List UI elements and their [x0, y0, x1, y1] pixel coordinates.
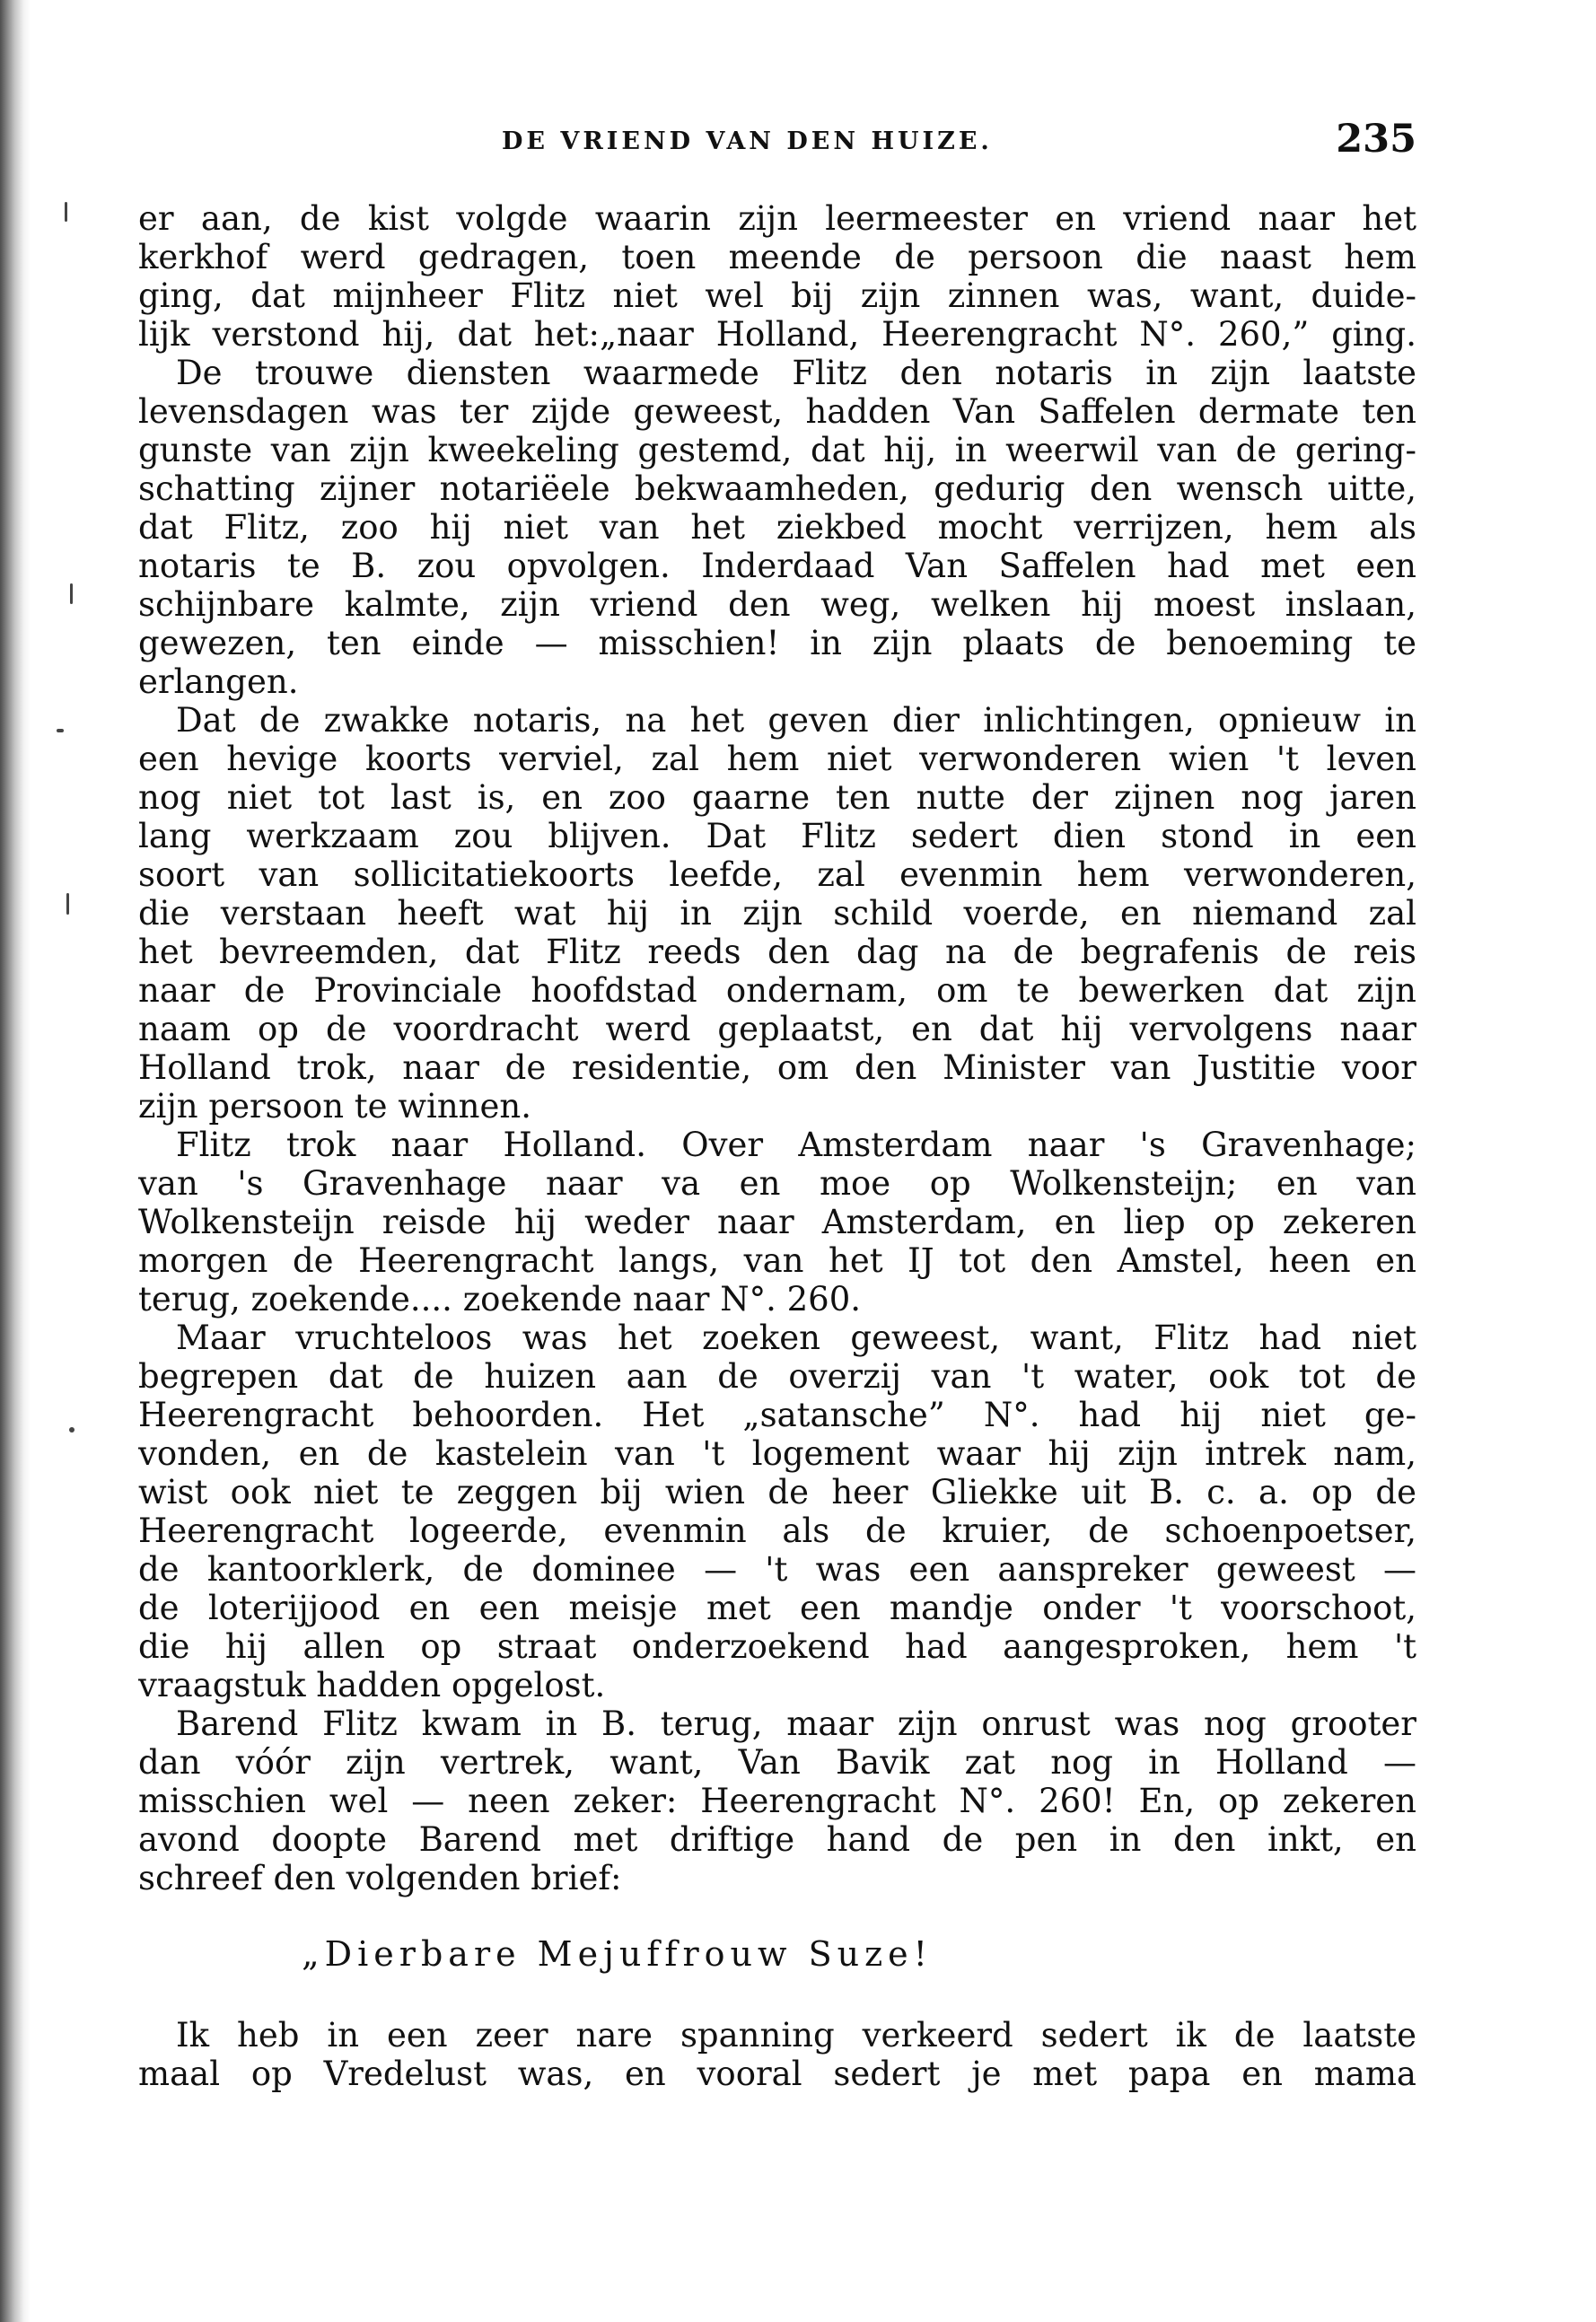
running-title: DE VRIEND VAN DEN HUIZE. — [502, 127, 993, 155]
paragraph — [138, 1319, 1416, 1704]
text-line: de kantoorklerk, de dominee — 't was een aanspreker geweest — — [138, 1550, 1416, 1589]
text-line: misschien wel — neen zeker: Heerengracht N°. 260! En, op zekeren — [138, 1782, 1416, 1820]
text-line: Maar vruchteloos was het zoeken geweest, want, Flitz had niet — [176, 1319, 1416, 1357]
text-line: vraagstuk hadden opgelost. — [138, 1666, 606, 1704]
paragraph — [138, 199, 1416, 354]
margin-mark — [57, 729, 64, 732]
text-line: De trouwe diensten waarmede Flitz den notaris in zijn laatste — [176, 354, 1416, 392]
text-line: dan vóór zijn vertrek, want, Van Bavik zat nog in Holland — — [138, 1743, 1416, 1782]
margin-mark — [70, 583, 73, 604]
text-line: vonden, en de kastelein van 't logement waar hij zijn intrek nam, — [138, 1434, 1416, 1473]
letter-paragraph — [138, 2016, 1416, 2093]
section-spacer — [138, 1978, 1416, 2016]
text-line: gunste van zijn kweekeling gestemd, dat hij, in weerwil van de gering- — [138, 431, 1416, 469]
text-line: naar de Provinciale hoofdstad ondernam, om te bewerken dat zijn — [138, 971, 1416, 1010]
text-line: Barend Flitz kwam in B. terug, maar zijn onrust was nog grooter — [176, 1704, 1416, 1743]
text-line: zijn persoon te winnen. — [138, 1087, 531, 1126]
page-body — [138, 199, 1416, 2210]
text-line: lijk verstond hij, dat het:„naar Holland, Heerengracht N°. 260,” ging. — [138, 315, 1416, 354]
text-line: de loterijjood en een meisje met een mandje onder 't voorschoot, — [138, 1589, 1416, 1627]
paragraph — [138, 1126, 1416, 1319]
text-line: Dat de zwakke notaris, na het geven dier inlichtingen, opnieuw in — [176, 701, 1416, 740]
margin-mark — [69, 1427, 75, 1433]
book-binding-edge — [0, 0, 31, 2322]
text-line: schreef den volgenden brief: — [138, 1859, 622, 1897]
margin-mark — [65, 202, 67, 222]
text-line: terug, zoekende.... zoekende naar N°. 260. — [138, 1280, 862, 1319]
text-line: Holland trok, naar de residentie, om den Minister van Justitie voor — [138, 1048, 1416, 1087]
page-header — [138, 117, 1416, 174]
text-line: Ik heb in een zeer nare spanning verkeerd sedert ik de laatste — [176, 2016, 1416, 2055]
text-line: Heerengracht behoorden. Het „satansche” N°. had hij niet ge- — [138, 1396, 1416, 1434]
text-line: Wolkensteijn reisde hij weder naar Amsterdam, en liep op zekeren — [138, 1203, 1416, 1241]
text-line: lang werkzaam zou blijven. Dat Flitz sedert dien stond in een — [138, 817, 1416, 855]
text-line: die verstaan heeft wat hij in zijn schild voerde, en niemand zal — [138, 894, 1416, 933]
text-line: soort van sollicitatiekoorts leefde, zal evenmin hem verwonderen, — [138, 855, 1416, 894]
text-line: het bevreemden, dat Flitz reeds den dag na de begrafenis de reis — [138, 933, 1416, 971]
letter-salutation: „Dierbare Mejuffrouw Suze! — [302, 1934, 933, 1974]
text-line: Heerengracht logeerde, evenmin als de kruier, de schoenpoetser, — [138, 1511, 1416, 1550]
text-line: nog niet tot last is, en zoo gaarne ten nutte der zijnen nog jaren — [138, 778, 1416, 817]
text-line: een hevige koorts verviel, zal hem niet verwonderen wien 't leven — [138, 740, 1416, 778]
section-spacer — [138, 1897, 1416, 1935]
text-line: Flitz trok naar Holland. Over Amsterdam naar 's Gravenhage; — [176, 1126, 1416, 1164]
text-line: die hij allen op straat onderzoekend had aangesproken, hem 't — [138, 1627, 1416, 1666]
text-line: avond doopte Barend met driftige hand de pen in den inkt, en — [138, 1820, 1416, 1859]
text-line: begrepen dat de huizen aan de overzij van 't water, ook tot de — [138, 1357, 1416, 1396]
text-line: gewezen, ten einde — misschien! in zijn plaats de benoeming te — [138, 624, 1416, 662]
text-line: maal op Vredelust was, en vooral sedert je met papa en mama — [138, 2055, 1416, 2093]
margin-mark — [66, 893, 69, 915]
paragraph — [138, 701, 1416, 1126]
paragraph — [138, 1704, 1416, 1897]
text-line: morgen de Heerengracht langs, van het IJ tot den Amstel, heen en — [138, 1241, 1416, 1280]
text-line: notaris te B. zou opvolgen. Inderdaad Van Saffelen had met een — [138, 547, 1416, 585]
text-line: van 's Gravenhage naar va en moe op Wolkensteijn; en van — [138, 1164, 1416, 1203]
text-line: dat Flitz, zoo hij niet van het ziekbed mocht verrijzen, hem als — [138, 508, 1416, 547]
paragraph — [138, 354, 1416, 701]
page-number: 235 — [1336, 117, 1416, 162]
text-line: ging, dat mijnheer Flitz niet wel bij zijn zinnen was, want, duide- — [138, 276, 1416, 315]
text-line: levensdagen was ter zijde geweest, hadden Van Saffelen dermate ten — [138, 392, 1416, 431]
text-line: erlangen. — [138, 662, 299, 701]
text-line: naam op de voordracht werd geplaatst, en dat hij vervolgens naar — [138, 1010, 1416, 1048]
text-line: kerkhof werd gedragen, toen meende de persoon die naast hem — [138, 238, 1416, 276]
text-line: er aan, de kist volgde waarin zijn leermeester en vriend naar het — [138, 199, 1416, 238]
text-line: wist ook niet te zeggen bij wien de heer Gliekke uit B. c. a. op de — [138, 1473, 1416, 1511]
text-line: schatting zijner notariëele bekwaamheden, gedurig den wensch uitte, — [138, 469, 1416, 508]
text-line: schijnbare kalmte, zijn vriend den weg, welken hij moest inslaan, — [138, 585, 1416, 624]
